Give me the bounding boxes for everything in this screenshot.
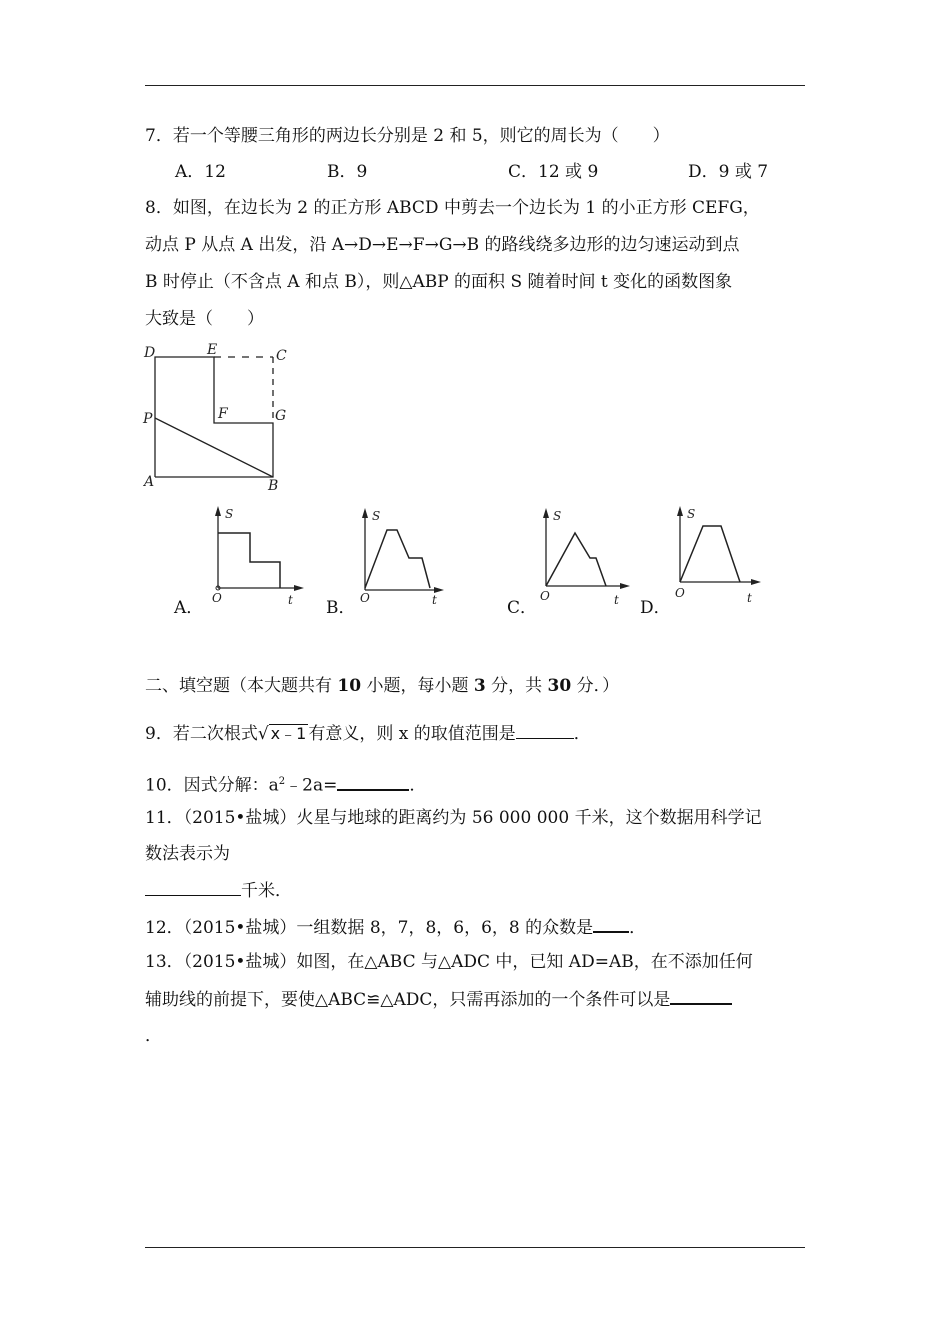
bottom-rule [145, 1247, 805, 1248]
section-2-suffix: 分．） [571, 676, 620, 696]
graph-b [350, 500, 460, 610]
q11-answer-blank [145, 879, 241, 896]
section-2-points: 3 [473, 676, 486, 696]
q13-line-2 [145, 987, 732, 1011]
label-d: D [144, 345, 156, 361]
q9-text: 9．若二次根式√ x﹣1 有意义，则 x 的取值范围是 ． [145, 724, 591, 744]
q10-text [145, 771, 426, 797]
q12-end: ． [629, 918, 647, 938]
q13-line-3: ． [145, 1026, 162, 1046]
section-2-count: 10 [337, 676, 362, 696]
label-p: P [143, 411, 153, 427]
graph-a [200, 500, 310, 610]
q8-option-a: A． [174, 598, 204, 618]
section-2-mid2: 分，共 [485, 676, 548, 696]
q8-square-figure [140, 340, 300, 500]
graph-d-t: t [747, 591, 752, 605]
graph-c [530, 500, 640, 610]
q7-option-c: C．12 或 9 [508, 162, 599, 182]
q8-option-d: D． [640, 598, 671, 618]
q7-option-b: B．9 [327, 162, 368, 182]
q10-answer-blank [337, 773, 409, 791]
q11-unit: 千米． [241, 881, 292, 901]
graph-a-s: S [225, 507, 234, 521]
q7-option-a: A．12 [175, 162, 226, 182]
label-a: A [144, 474, 155, 490]
section-2-heading [145, 675, 619, 697]
label-f: F [218, 406, 228, 422]
q12-text [145, 915, 646, 939]
graph-d-o: O [675, 586, 685, 600]
q13-answer-blank [670, 987, 732, 1005]
q8-line-1: 8．如图，在边长为 2 的正方形 ABCD 中剪去一个边长为 1 的小正方形 CEFG， [145, 198, 760, 218]
graph-a-o: O [212, 591, 222, 605]
q10-end: ． [409, 775, 427, 796]
q10-mid: ﹣2a= [285, 775, 338, 796]
q10-prefix: 10．因式分解：a [145, 775, 279, 796]
graph-d [665, 498, 775, 608]
graph-c-o: O [540, 589, 550, 603]
q12-body: 12．（2015•盐城）一组数据 8，7，8，6，6，8 的众数是 [145, 918, 594, 938]
section-2-prefix: 二、填空题（本大题共有 [145, 676, 338, 696]
q12-answer-blank [593, 915, 629, 933]
q9-answer-blank [516, 722, 574, 739]
graph-d-s: S [687, 507, 696, 521]
label-c: C [276, 348, 287, 364]
q13-body: 辅助线的前提下，要使△ABC≌△ADC，只需再添加的一个条件可以是 [145, 990, 671, 1010]
q11-line-3 [145, 879, 292, 902]
q8-line-2: 动点 P 从点 A 出发，沿 A→D→E→F→G→B 的路线绕多边形的边匀速运动到点 [145, 235, 740, 255]
q9-prefix: 9．若二次根式 [145, 724, 258, 744]
q8-option-b: B． [326, 598, 356, 618]
section-2-total: 30 [547, 676, 572, 696]
q13-line-1: 13．（2015•盐城）如图，在△ABC 与△ADC 中，已知 AD=AB，在不添加任何 [145, 952, 753, 972]
q9-radicand: x﹣1 [270, 724, 307, 743]
q10-sup: 2 [278, 776, 286, 787]
graph-c-s: S [553, 509, 562, 523]
q9-end: ． [573, 724, 591, 744]
section-2-mid1: 小题，每小题 [361, 676, 474, 696]
graph-b-s: S [372, 509, 381, 523]
q7-text: 7．若一个等腰三角形的两边长分别是 2 和 5，则它的周长为（ ） [145, 126, 670, 146]
graph-b-t: t [432, 593, 437, 607]
top-rule [145, 85, 805, 86]
graph-b-o: O [360, 591, 370, 605]
label-e: E [207, 342, 218, 358]
q11-line-2: 数法表示为 [145, 844, 230, 864]
graph-c-t: t [614, 593, 619, 607]
q11-line-1: 11．（2015•盐城）火星与地球的距离约为 56 000 000 千米，这个数据用科学记 [145, 808, 762, 828]
q8-option-c: C． [507, 598, 538, 618]
graph-a-t: t [288, 593, 293, 607]
q8-line-3: B 时停止（不含点 A 和点 B），则△ABP 的面积 S 随着时间 t 变化的函数图象 [145, 272, 733, 292]
q9-suffix: 有意义，则 x 的取值范围是 [308, 724, 516, 744]
q7-option-d: D．9 或 7 [688, 162, 769, 182]
label-g: G [275, 408, 287, 424]
q8-line-4: 大致是（ ） [145, 309, 264, 329]
label-b: B [268, 478, 279, 494]
